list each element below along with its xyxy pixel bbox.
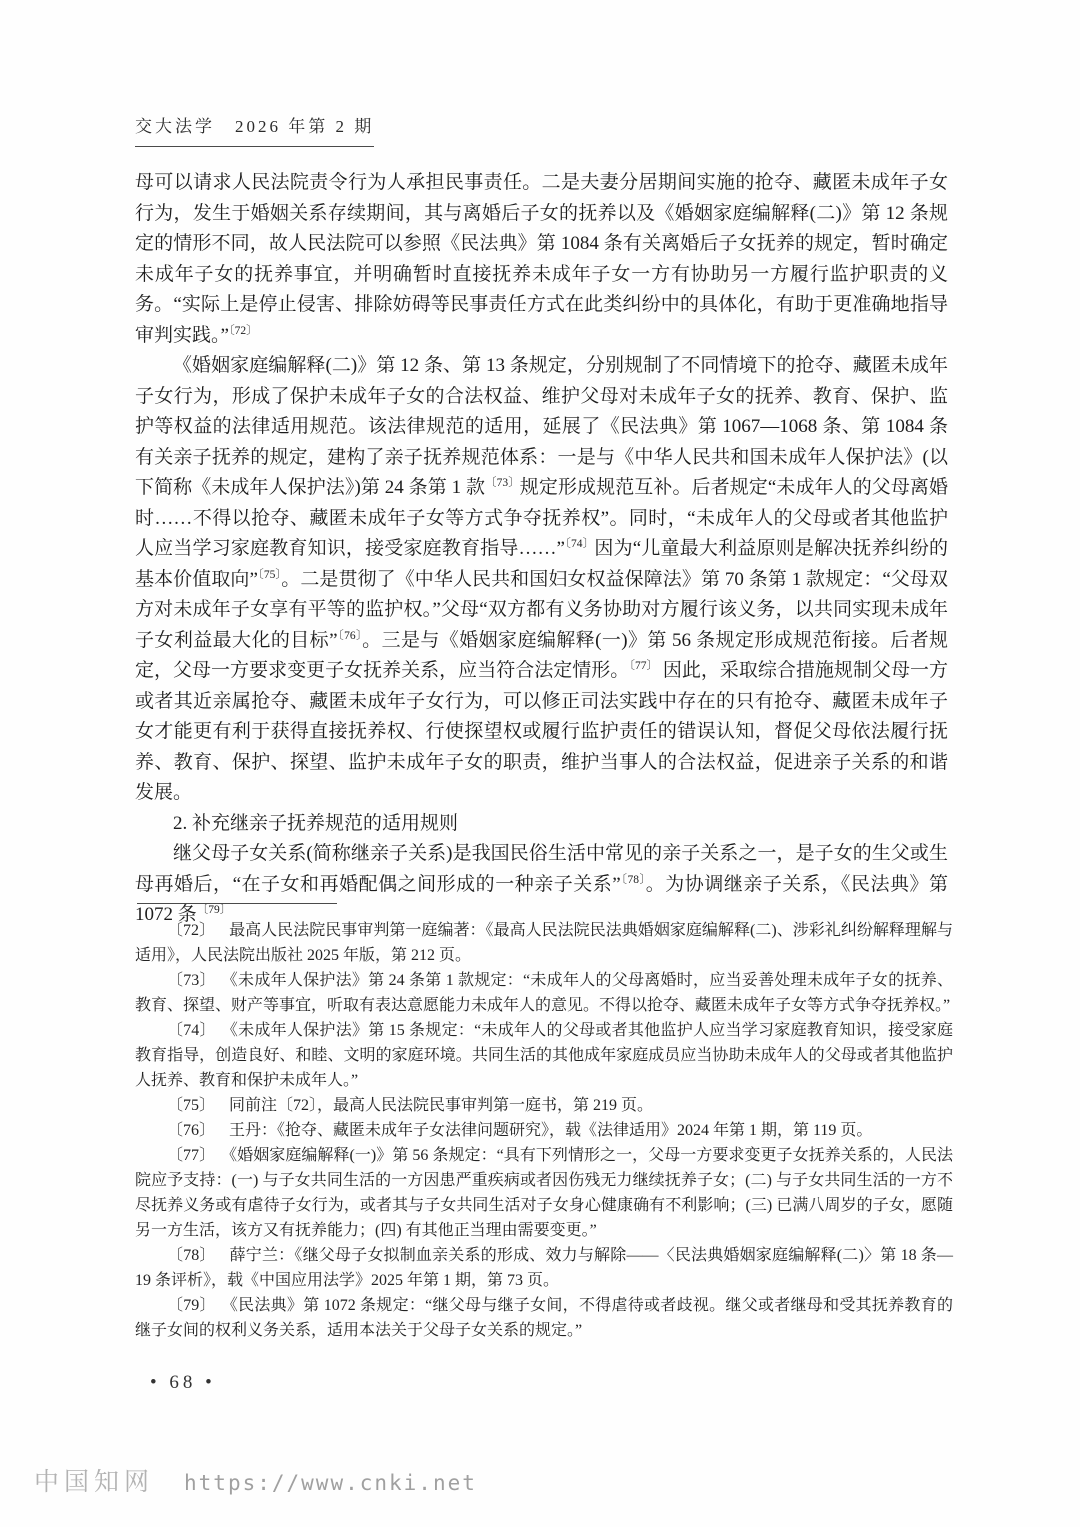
footnote-item [135, 918, 953, 968]
footnote-item [135, 1243, 953, 1293]
footnote-ref: 〔76〕 [337, 629, 363, 642]
footnote-label: 〔74〕 [167, 1022, 216, 1039]
cnki-watermark-url: https://www.cnki.net [184, 1471, 477, 1495]
footnote-ref: 〔74〕 [564, 538, 595, 550]
footnote-text: 最高人民法院民事审判第一庭编著：《最高人民法院民法典婚姻家庭编解释(二)、涉彩礼纠纷解释理解与适用》，人民法院出版社 2025 年版，第 212 页。 [135, 922, 953, 964]
footnote-separator [137, 903, 337, 904]
footnote-label: 〔76〕 [167, 1122, 216, 1139]
footnote-item [135, 1018, 953, 1093]
footnote-label: 〔79〕 [167, 1297, 216, 1314]
text-run: 规定形成规范互补。后者规定“未成年人的父母离婚时……不得以抢夺、藏匿未成年子女等方式争夺抚养权”。同时，“未成年人的父母或者其他监护人应当学习家庭教育知识，接受家庭教育指导……” [135, 477, 949, 559]
footnote-ref: 〔79〕 [196, 904, 232, 916]
text-run: 因此，采取综合措施规制父母一方或者其近亲属抢夺、藏匿未成年子女行为，可以修正司法实践中存在的只有抢夺、藏匿未成年子女才能更有利于获得直接抚养权、行使探望权或履行监护责任的错误认知，督促父母依法履行抚养、教育、保护、探望、监护未成年子女的职责，维护当事人的合法权益，促进亲子关系的和谐发展。 [135, 660, 948, 803]
footnote-text: 《未成年人保护法》第 24 条第 1 款规定：“未成年人的父母离婚时，应当妥善处理未成年子女的抚养、教育、探望、财产等事宜，听取有表达意愿能力未成年人的意见。不得以抢夺、藏匿未成年子女等方式争夺抚养权。” [135, 972, 953, 1014]
footnote-item [135, 1143, 953, 1243]
footnotes-list [135, 918, 953, 1343]
body-text [135, 168, 948, 931]
footnote-ref: 〔72〕 [228, 324, 258, 337]
footnote-text: 王丹：《抢夺、藏匿未成年子女法律问题研究》，载《法律适用》2024 年第 1 期，第 119 页。 [229, 1122, 873, 1139]
footnote-item [135, 1293, 953, 1343]
footnote-text: 《未成年人保护法》第 15 条规定：“未成年人的父母或者其他监护人应当学习家庭教育知识，接受家庭教育指导，创造良好、和睦、文明的家庭环境。共同生活的其他成年家庭成员应当协助未成年人的父母或者其他监护人抚养、教育和保护未成年人。” [135, 1022, 953, 1089]
footnote-label: 〔78〕 [167, 1247, 216, 1264]
footnotes-section [135, 903, 953, 1343]
footnote-ref: 〔73〕 [485, 477, 520, 489]
footnote-item [135, 968, 953, 1018]
body-paragraph [135, 168, 948, 351]
journal-title: 交大法学 2026 年第 2 期 [135, 112, 374, 147]
text-run: 因为“儿童最大利益原则是解决抚养纠纷的基本价值取向” [135, 538, 949, 590]
footnote-text: 《婚姻家庭编解释(一)》第 56 条规定：“具有下列情形之一，父母一方要求变更子女抚养关系的，人民法院应予支持：(一) 与子女共同生活的一方因患严重疾病或者因伤残无力继续抚养子女；(二) 与子女共同生活的一方不尽抚养义务或有虐待子女行为，或者其与子女共同生活对子女身心健康确有不利影响；(三) 已满八周岁的子女，愿随另一方生活，该方又有抚养能力；(四) 有其他正当理由需要变更。” [135, 1147, 953, 1239]
footnote-text: 《民法典》第 1072 条规定：“继父母与继子女间，不得虐待或者歧视。继父或者继母和受其抚养教育的继子女间的权利义务关系，适用本法关于父母子女关系的规定。” [135, 1297, 953, 1339]
text-run: 继父母子女关系(简称继亲子关系)是我国民俗生活中常见的亲子关系之一，是子女的生父或生母再婚后，“在子女和再婚配偶之间形成的一种亲子关系” [135, 843, 948, 895]
footnote-label: 〔77〕 [167, 1147, 216, 1164]
cnki-watermark [34, 1462, 477, 1498]
section-heading [135, 809, 948, 840]
footnote-text: 薛宁兰：《继父母子女拟制血亲关系的形成、效力与解除——〈民法典婚姻家庭编解释(二)〉第 18 条—19 条评析》，载《中国应用法学》2025 年第 1 期，第 73 页。 [135, 1247, 953, 1289]
footnote-label: 〔73〕 [167, 972, 216, 989]
text-run: 。三是与《婚姻家庭编解释(一)》第 56 条规定形成规范衔接。后者规定，父母一方要求变更子女抚养关系，应当符合法定情形。 [135, 629, 949, 681]
body-paragraph [135, 351, 948, 809]
footnote-ref: 〔77〕 [629, 660, 659, 672]
footnote-item [135, 1118, 953, 1143]
text-run: 。为协调继亲子关系，《民法典》第 1072 条 [135, 873, 948, 925]
text-run: 2. 补充继亲子抚养规范的适用规则 [173, 812, 459, 834]
page-number: • 68 • [150, 1372, 216, 1393]
journal-header [135, 112, 374, 147]
cnki-watermark-name: 中国知网 [34, 1469, 155, 1496]
footnote-label: 〔75〕 [167, 1097, 216, 1114]
footnote-ref: 〔75〕 [257, 568, 282, 581]
text-run: 母可以请求人民法院责令行为人承担民事责任。二是夫妻分居期间实施的抢夺、藏匿未成年子女行为，发生于婚姻关系存续期间，其与离婚后子女的抚养以及《婚姻家庭编解释(二)》第 12 条规定的情形不同，故人民法院可以参照《民法典》第 1084 条有关离婚后子女抚养的规定，暂时确定未成年子女的抚养事宜，并明确暂时直接抚养未成年子女一方有协助另一方履行监护职责的义务。“实际上是停止侵害、排除妨碍等民事责任方式在此类纠纷中的具体化，有助于更准确地指导审判实践。” [135, 172, 948, 346]
footnote-item [135, 1093, 953, 1118]
text-run: 《婚姻家庭编解释(二)》第 12 条、第 13 条规定，分别规制了不同情境下的抢夺、藏匿未成年子女行为，形成了保护未成年子女的合法权益、维护父母对未成年子女的抚养、教育、保护、监护等权益的法律适用规范。该法律规范的适用，延展了《民法典》第 1067—1068 条、第 1084 条有关亲子抚养的规定，建构了亲子抚养规范体系：一是与《中华人民共和国未成年人保护法》(以下简称《未成年人保护法》)第 24 条第 1 款 [135, 355, 948, 498]
text-run: 。二是贯彻了《中华人民共和国妇女权益保障法》第 70 条第 1 款规定：“父母双方对未成年子女享有平等的监护权。”父母“双方都有义务协助对方履行该义务，以共同实现未成年子女利益最大化的目标” [135, 568, 949, 651]
footnote-ref: 〔78〕 [620, 873, 646, 886]
footnote-text: 同前注〔72〕，最高人民法院民事审判第一庭书，第 219 页。 [229, 1097, 654, 1114]
footnote-label: 〔72〕 [167, 922, 216, 939]
